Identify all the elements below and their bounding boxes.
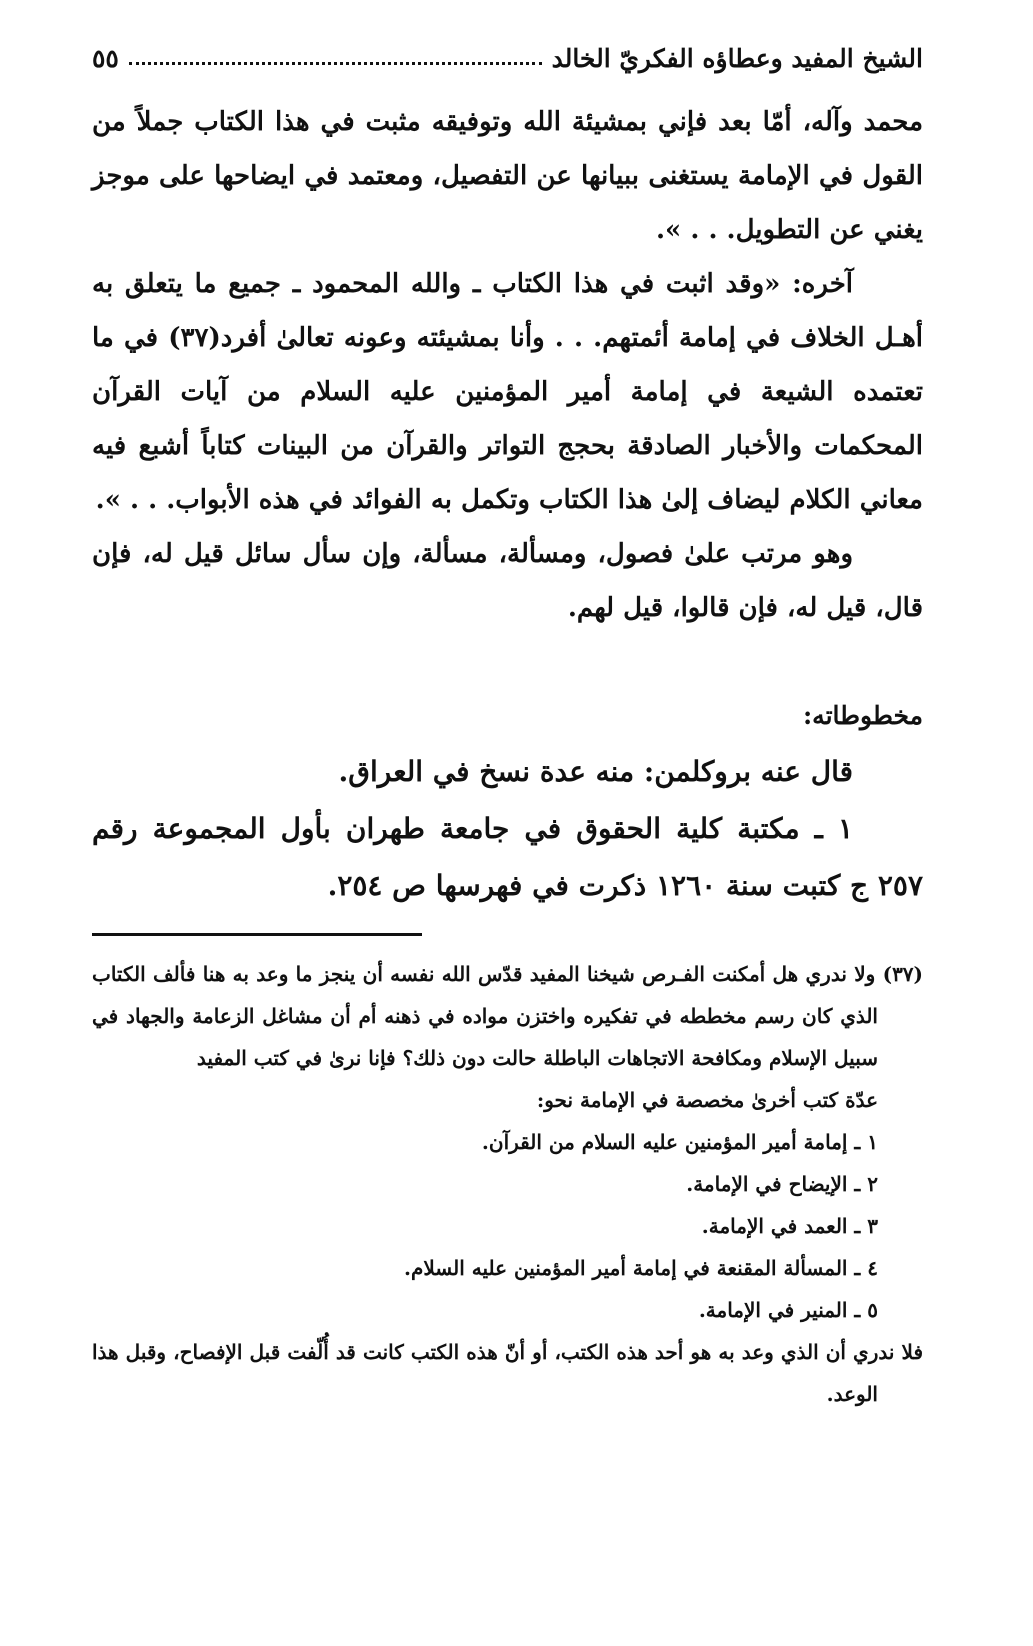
list-item: ٤ ـ المسألة المقنعة في إمامة أمير المؤمنين عليه السلام.	[404, 1256, 878, 1280]
footnote-book-list	[92, 1121, 923, 1331]
list-item: ٣ ـ العمد في الإمامة.	[701, 1214, 878, 1238]
section-heading-manuscripts: مخطوطاته:	[802, 701, 923, 730]
leader-dots	[129, 62, 542, 65]
footnote-conclusion: فلا ندري أن الذي وعد به هو أحد هذه الكتب، أو أنّ هذه الكتب كانت قد أُلّفت قبل الإفصاح، وقبل هذا الوعد.	[92, 1340, 923, 1406]
running-title: الشيخ المفيد وعطاؤه الفكريّ الخالد	[551, 43, 923, 73]
list-item: ١ ـ إمامة أمير المؤمنين عليه السلام من القرآن.	[481, 1130, 878, 1154]
running-header	[92, 38, 923, 78]
main-text	[92, 95, 923, 914]
page-number: ٥٥	[92, 43, 119, 73]
spacer	[92, 635, 923, 689]
footnote-37	[92, 953, 923, 1079]
footnote-list-intro: عدّة كتب أخرىٰ مخصصة في الإمامة نحو:	[536, 1088, 878, 1112]
list-item: ٥ ـ المنير في الإمامة.	[698, 1298, 878, 1322]
paragraph-structure: وهو مرتب علىٰ فصول، ومسألة، مسألة، وإن سأل سائل قيل له، فإن قال، قيل له، فإن قالوا، قيل لهم.	[92, 539, 923, 623]
footnote-marker: (٣٧)	[882, 962, 924, 986]
paragraph-intro-end: محمد وآله، أمّا بعد فإني بمشيئة الله وتوفيقه مثبت في هذا الكتاب جملاً من القول في الإمامة يستغنى ببيانها عن التفصيل، ومعتمد في ايضاحها على موجز يغني عن التطويل. . . ».	[92, 107, 923, 245]
list-item: ٢ ـ الإيضاح في الإمامة.	[686, 1172, 878, 1196]
footnote-separator	[92, 933, 422, 936]
footnotes	[92, 953, 923, 1415]
manuscript-item-1: ١ ـ مكتبة كلية الحقوق في جامعة طهران بأول المجموعة رقم ٢٥٧ ج كتبت سنة ١٢٦٠ ذكرت في فهرسها ص ٢٥٤.	[92, 812, 923, 902]
footnote-text: ولا ندري هل أمكنت الفـرص شيخنا المفيد قدّس الله نفسه أن ينجز ما وعد به هنا فألف الكتاب الذي كان رسم مخططه في تفكيره واختزن مواده في ذهنه أم أن مشاغل الزعامة والجهاد في سبيل الإسلام ومكافحة الاتجاهات الباطلة حالت دون ذلك؟ فإنا نرىٰ في كتب المفيد	[92, 962, 878, 1070]
manuscripts-intro: قال عنه بروكلمن: منه عدة نسخ في العراق.	[338, 755, 853, 788]
paragraph-ending-quote: آخره: «وقد اثبت في هذا الكتاب ـ والله المحمود ـ جميع ما يتعلق به أهـل الخلاف في إمامة أئمتهم. . . وأنا بمشيئته وعونه تعالىٰ أفرد(٣٧) في ما تعتمده الشيعة في إمامة أمير المؤمنين عليه السلام من آيات القرآن المحكمات والأخبار الصادقة بحجج التواتر والقرآن من البينات كتاباً أشبع فيه معاني الكلام ليضاف إلىٰ هذا الكتاب وتكمل به الفوائد في هذه الأبواب. . . ».	[92, 269, 924, 515]
